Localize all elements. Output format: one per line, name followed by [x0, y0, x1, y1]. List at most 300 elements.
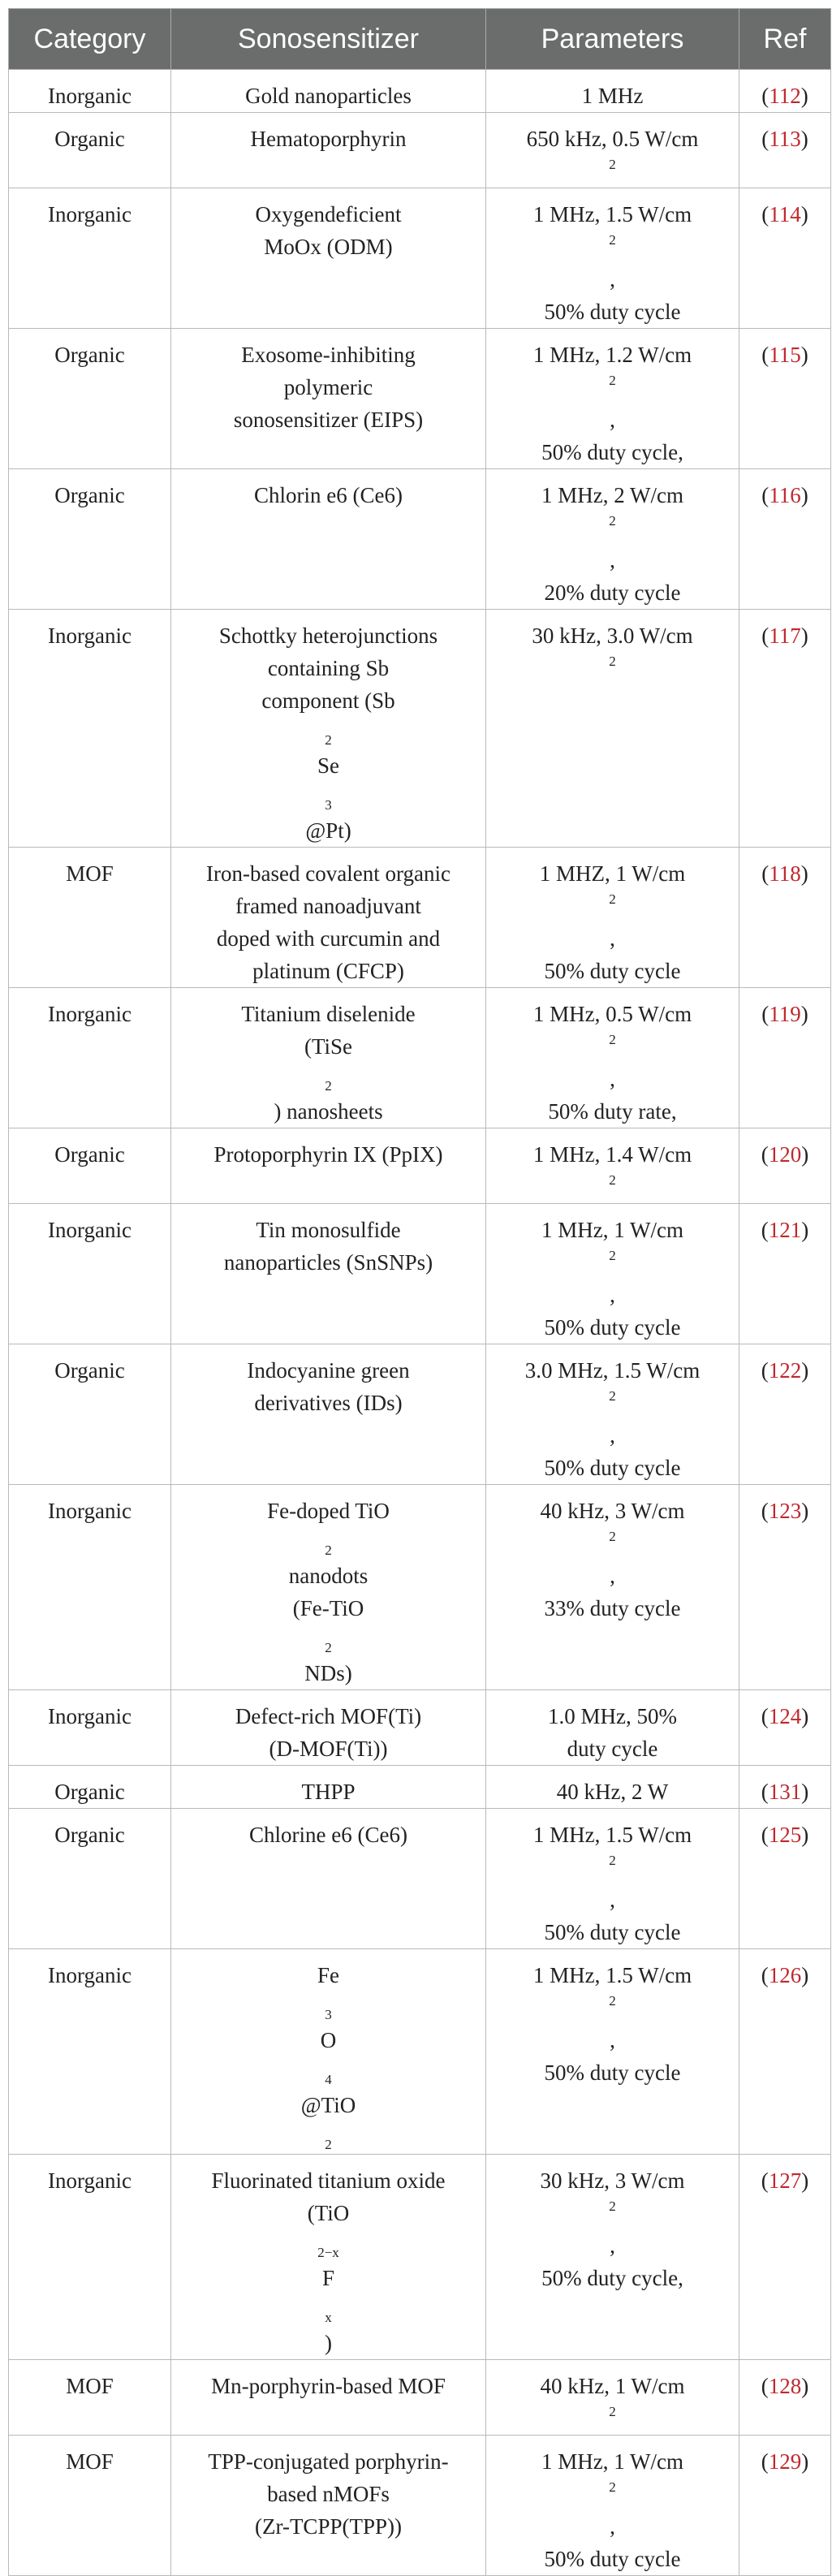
text-run: 30 kHz, 3 W/cm	[540, 2168, 685, 2193]
ref-link[interactable]: 116	[769, 483, 801, 507]
text-line	[491, 955, 734, 987]
text-line	[491, 1214, 734, 1311]
text-line	[176, 1387, 481, 1419]
header-ref: Ref	[739, 9, 831, 70]
parameters-text	[491, 1495, 734, 1625]
category-cell: MOF	[9, 848, 171, 988]
category-cell: Organic	[9, 1809, 171, 1949]
superscript: 2	[609, 654, 616, 669]
superscript: 2	[609, 1853, 616, 1868]
text-line	[176, 1700, 481, 1732]
ref-open-paren: (	[761, 483, 769, 507]
text-line	[176, 1959, 481, 2154]
ref-close-paren: )	[800, 1002, 808, 1026]
parameters-text	[491, 619, 734, 684]
text-line	[176, 2370, 481, 2402]
ref-cell	[739, 2155, 831, 2360]
header-category: Category	[9, 9, 171, 70]
ref-link[interactable]: 118	[769, 861, 801, 886]
sonosensitizer-cell	[171, 1128, 486, 1204]
subscript: 2	[325, 732, 332, 748]
ref-cell	[739, 469, 831, 610]
text-run: Chlorin e6 (Ce6)	[254, 483, 403, 507]
sonosensitizer-cell	[171, 1690, 486, 1766]
text-run: ,	[610, 1067, 615, 1091]
text-run: 50% duty cycle	[544, 1315, 681, 1340]
text-run: duty cycle	[567, 1737, 658, 1761]
parameters-cell	[486, 1128, 739, 1204]
ref-close-paren: )	[800, 127, 808, 151]
text-run: Hematoporphyrin	[250, 127, 407, 151]
superscript: 2	[609, 2479, 616, 2495]
sonosensitizer-text	[176, 619, 481, 847]
superscript: 2	[609, 1248, 616, 1263]
text-run: ) nanosheets	[274, 1099, 383, 1124]
sonosensitizer-cell	[171, 1485, 486, 1690]
ref-link[interactable]: 124	[768, 1704, 802, 1728]
sonosensitizer-text	[176, 1495, 481, 1689]
subscript: x	[325, 2310, 332, 2325]
sonosensitizer-cell	[171, 188, 486, 329]
category-cell: Organic	[9, 113, 171, 188]
text-run: TPP-conjugated porphyrin-	[208, 2449, 449, 2474]
ref-close-paren: )	[800, 483, 808, 507]
text-run: 50% duty cycle	[544, 1920, 681, 1944]
text-run: MoOx (ODM)	[264, 235, 393, 259]
table-row	[9, 2436, 831, 2576]
table-row	[9, 848, 831, 988]
ref-link[interactable]: 122	[768, 1358, 802, 1383]
ref-link[interactable]: 114	[769, 202, 801, 227]
text-run: Fe-doped TiO	[267, 1499, 390, 1523]
ref-open-paren: (	[761, 1142, 769, 1167]
category-cell: Inorganic	[9, 1485, 171, 1690]
text-run: F	[321, 2266, 335, 2290]
sonosensitizer-text	[176, 1354, 481, 1419]
ref-close-paren: )	[800, 202, 808, 227]
ref-link[interactable]: 123	[768, 1499, 802, 1523]
text-run: @TiO	[300, 2093, 356, 2117]
text-run: derivatives (IDs)	[254, 1391, 403, 1415]
text-run: O	[320, 2028, 337, 2052]
text-run: Se	[317, 753, 339, 778]
ref-cell	[739, 1766, 831, 1809]
text-run: 1 MHz, 1.5 W/cm	[532, 202, 692, 227]
text-run: 1 MHz, 1.5 W/cm	[532, 1963, 692, 1987]
superscript: 2	[609, 513, 616, 529]
parameters-cell	[486, 1949, 739, 2155]
text-run: 40 kHz, 1 W/cm	[540, 2374, 685, 2398]
sonosensitizer-text	[176, 123, 481, 155]
text-run: 3.0 MHz, 1.5 W/cm	[524, 1358, 701, 1383]
text-run: 50% duty cycle,	[541, 440, 683, 464]
sonosensitizer-cell	[171, 1949, 486, 2155]
sonosensitizer-cell	[171, 2436, 486, 2576]
parameters-text	[491, 857, 734, 987]
text-line	[176, 198, 481, 231]
text-line	[176, 1246, 481, 1279]
ref-open-paren: (	[761, 1823, 769, 1847]
category-cell: Inorganic	[9, 1949, 171, 2155]
text-line	[491, 123, 734, 188]
parameters-text	[491, 2370, 734, 2435]
table-row	[9, 113, 831, 188]
text-run: 1.0 MHz, 50%	[548, 1704, 677, 1728]
text-run: 1 MHz, 1 W/cm	[541, 1218, 683, 1242]
ref-link[interactable]: 119	[769, 1002, 801, 1026]
parameters-cell	[486, 1766, 739, 1809]
parameters-cell	[486, 2360, 739, 2436]
sonosensitizer-text	[176, 80, 481, 112]
text-run: Exosome-inhibiting	[241, 343, 416, 367]
ref-open-paren: (	[761, 624, 769, 648]
parameters-text	[491, 1819, 734, 1948]
sonosensitizer-cell	[171, 1204, 486, 1344]
text-run: 20% duty cycle	[544, 580, 681, 605]
text-run: ,	[610, 2514, 615, 2539]
text-run: 1 MHz, 1 W/cm	[541, 2449, 683, 2474]
text-line	[491, 1819, 734, 1916]
text-run: containing Sb	[267, 656, 390, 680]
sonosensitizer-text	[176, 998, 481, 1128]
superscript: 2	[609, 891, 616, 907]
ref-link[interactable]: 129	[768, 2449, 802, 2474]
ref-open-paren: (	[761, 2168, 769, 2193]
text-line	[176, 1495, 481, 1592]
sonosensitizer-table	[8, 8, 831, 2576]
text-line	[491, 479, 734, 576]
text-run: ,	[610, 1283, 615, 1307]
text-run: (D-MOF(Ti))	[269, 1737, 388, 1761]
text-run: 50% duty cycle	[544, 959, 681, 983]
parameters-cell	[486, 2155, 739, 2360]
text-line	[491, 2164, 734, 2262]
text-run: (TiSe	[304, 1034, 353, 1059]
text-run: Tin monosulfide	[256, 1218, 401, 1242]
text-run: 50% duty cycle	[544, 300, 681, 324]
text-line	[176, 2478, 481, 2510]
text-run: 1 MHz, 1.5 W/cm	[532, 1823, 692, 1847]
category-cell: MOF	[9, 2436, 171, 2576]
text-line	[491, 339, 734, 436]
text-line	[176, 1138, 481, 1171]
ref-link[interactable]: 112	[769, 84, 801, 108]
ref-close-paren: )	[801, 1358, 809, 1383]
text-line	[176, 1819, 481, 1851]
parameters-text	[491, 1214, 734, 1344]
text-run: ,	[610, 267, 615, 291]
ref-open-paren: (	[761, 1780, 769, 1804]
sonosensitizer-cell	[171, 848, 486, 988]
ref-close-paren: )	[800, 861, 808, 886]
category-cell: Organic	[9, 329, 171, 469]
text-line	[491, 1959, 734, 2056]
superscript: 2	[609, 2404, 616, 2419]
sonosensitizer-cell	[171, 469, 486, 610]
text-run: Gold nanoparticles	[245, 84, 412, 108]
subscript: 2	[325, 1543, 332, 1558]
subscript: 2	[325, 2137, 332, 2152]
text-line	[491, 1776, 734, 1808]
text-run: ,	[610, 408, 615, 432]
text-run: Titanium diselenide	[241, 1002, 416, 1026]
ref-open-paren: (	[761, 202, 769, 227]
table-row	[9, 1344, 831, 1485]
text-line	[176, 2197, 481, 2359]
text-line	[491, 1732, 734, 1765]
parameters-cell	[486, 988, 739, 1128]
sonosensitizer-text	[176, 2370, 481, 2402]
text-run: (TiO	[307, 2201, 350, 2225]
text-line	[176, 1732, 481, 1765]
sonosensitizer-text	[176, 339, 481, 436]
text-run: ,	[610, 926, 615, 951]
text-run: 1 MHz, 2 W/cm	[541, 483, 683, 507]
text-line	[491, 998, 734, 1095]
text-line	[491, 1916, 734, 1948]
text-run: Oxygendeficient	[255, 202, 402, 227]
ref-link[interactable]: 131	[768, 1780, 802, 1804]
sonosensitizer-cell	[171, 1809, 486, 1949]
ref-open-paren: (	[761, 861, 769, 886]
text-line	[176, 998, 481, 1030]
text-line	[176, 2164, 481, 2197]
text-run: 40 kHz, 2 W	[556, 1780, 669, 1804]
text-run: nanoparticles (SnSNPs)	[223, 1250, 433, 1275]
text-run: ,	[610, 2028, 615, 2052]
ref-open-paren: (	[761, 2374, 769, 2398]
superscript: 2	[609, 1529, 616, 1544]
ref-open-paren: (	[761, 84, 769, 108]
ref-cell	[739, 1485, 831, 1690]
ref-link[interactable]: 127	[768, 2168, 802, 2193]
text-run: polymeric	[283, 375, 373, 399]
sonosensitizer-cell	[171, 1344, 486, 1485]
category-cell: Inorganic	[9, 1690, 171, 1766]
parameters-text	[491, 479, 734, 609]
text-line	[176, 1354, 481, 1387]
superscript: 2	[609, 1993, 616, 2009]
superscript: 2	[609, 1388, 616, 1404]
sonosensitizer-cell	[171, 113, 486, 188]
superscript: 2	[609, 1032, 616, 1047]
parameters-text	[491, 2445, 734, 2575]
ref-link[interactable]: 125	[768, 1823, 802, 1847]
text-line	[176, 1776, 481, 1808]
parameters-cell	[486, 848, 739, 988]
category-cell: Inorganic	[9, 2155, 171, 2360]
sonosensitizer-text	[176, 2164, 481, 2359]
text-run: ,	[610, 1423, 615, 1448]
text-run: 30 kHz, 3.0 W/cm	[532, 624, 693, 648]
text-run: Protoporphyrin IX (PpIX)	[213, 1142, 443, 1167]
ref-link[interactable]: 128	[768, 2374, 802, 2398]
ref-close-paren: )	[800, 343, 808, 367]
table-row	[9, 1949, 831, 2155]
text-run: 1 MHz, 1.4 W/cm	[532, 1142, 692, 1167]
text-run: 50% duty cycle	[544, 1456, 681, 1480]
text-run: Iron-based covalent organic	[206, 861, 450, 886]
category-cell: Organic	[9, 1128, 171, 1204]
parameters-cell	[486, 610, 739, 848]
subscript: 2	[325, 1078, 332, 1094]
sonosensitizer-cell	[171, 610, 486, 848]
text-line	[491, 1354, 734, 1452]
ref-open-paren: (	[761, 1499, 769, 1523]
text-run: component (Sb	[261, 688, 395, 713]
subscript: 3	[325, 2007, 332, 2022]
sonosensitizer-cell	[171, 70, 486, 113]
parameters-cell	[486, 1690, 739, 1766]
sonosensitizer-text	[176, 1959, 481, 2154]
text-line	[176, 857, 481, 890]
table-row	[9, 1128, 831, 1204]
table-row	[9, 188, 831, 329]
superscript: 2	[609, 1172, 616, 1188]
sonosensitizer-cell	[171, 329, 486, 469]
superscript: 2	[609, 373, 616, 388]
text-run: Mn-porphyrin-based MOF	[211, 2374, 446, 2398]
parameters-text	[491, 198, 734, 328]
text-run: 1 MHz, 1.2 W/cm	[532, 343, 692, 367]
sonosensitizer-text	[176, 1700, 481, 1765]
text-run: NDs)	[304, 1661, 352, 1685]
ref-link[interactable]: 126	[768, 1963, 802, 1987]
ref-link[interactable]: 113	[769, 127, 801, 151]
sonosensitizer-text	[176, 857, 481, 987]
sonosensitizer-text	[176, 198, 481, 263]
text-line	[491, 2370, 734, 2435]
ref-close-paren: )	[801, 1218, 809, 1242]
text-line	[176, 2510, 481, 2543]
ref-link[interactable]: 120	[768, 1142, 802, 1167]
parameters-cell	[486, 1485, 739, 1690]
parameters-text	[491, 1138, 734, 1203]
text-run: framed nanoadjuvant	[235, 894, 421, 918]
ref-open-paren: (	[761, 1963, 769, 1987]
text-line	[176, 123, 481, 155]
text-line	[176, 652, 481, 684]
sonosensitizer-text	[176, 1138, 481, 1171]
text-run: 1 MHz	[581, 84, 644, 108]
parameters-cell	[486, 70, 739, 113]
ref-cell	[739, 610, 831, 848]
ref-open-paren: (	[761, 2449, 769, 2474]
table-body	[9, 70, 831, 2576]
text-run: 50% duty cycle	[544, 2547, 681, 2571]
text-line	[176, 955, 481, 987]
text-line	[491, 2262, 734, 2294]
ref-cell	[739, 1204, 831, 1344]
text-line	[491, 2445, 734, 2543]
text-line	[176, 339, 481, 371]
table-row	[9, 1204, 831, 1344]
text-line	[491, 436, 734, 468]
ref-cell	[739, 188, 831, 329]
ref-open-paren: (	[761, 1358, 769, 1383]
ref-cell	[739, 1949, 831, 2155]
ref-cell	[739, 848, 831, 988]
text-run: Fe	[317, 1963, 339, 1987]
sonosensitizer-cell	[171, 2360, 486, 2436]
subscript: 3	[325, 797, 332, 813]
ref-link[interactable]: 117	[769, 624, 801, 648]
sonosensitizer-text	[176, 1819, 481, 1851]
table-row	[9, 1690, 831, 1766]
table-row	[9, 610, 831, 848]
text-run: 650 kHz, 0.5 W/cm	[526, 127, 699, 151]
ref-link[interactable]: 121	[768, 1218, 802, 1242]
text-line	[176, 1030, 481, 1128]
parameters-text	[491, 1354, 734, 1484]
parameters-cell	[486, 469, 739, 610]
ref-close-paren: )	[801, 1823, 809, 1847]
text-run: 40 kHz, 3 W/cm	[540, 1499, 685, 1523]
superscript: 2	[609, 157, 616, 172]
text-line	[491, 2056, 734, 2089]
text-run: Defect-rich MOF(Ti)	[235, 1704, 422, 1728]
category-cell: Organic	[9, 1766, 171, 1809]
text-line	[491, 2543, 734, 2575]
header-parameters: Parameters	[486, 9, 739, 70]
text-line	[176, 2445, 481, 2478]
text-line	[176, 890, 481, 922]
text-line	[176, 1214, 481, 1246]
category-cell: MOF	[9, 2360, 171, 2436]
table-row	[9, 469, 831, 610]
ref-link[interactable]: 115	[769, 343, 801, 367]
table-row	[9, 1485, 831, 1690]
ref-close-paren: )	[800, 624, 808, 648]
ref-open-paren: (	[761, 343, 769, 367]
ref-open-paren: (	[761, 1002, 769, 1026]
parameters-cell	[486, 1809, 739, 1949]
category-cell: Inorganic	[9, 70, 171, 113]
text-line	[491, 1495, 734, 1592]
text-line	[176, 231, 481, 263]
ref-cell	[739, 1809, 831, 1949]
category-cell: Inorganic	[9, 610, 171, 848]
text-line	[176, 479, 481, 511]
ref-cell	[739, 2436, 831, 2576]
ref-close-paren: )	[801, 2449, 809, 2474]
ref-cell	[739, 113, 831, 188]
text-line	[491, 1138, 734, 1203]
category-cell: Inorganic	[9, 188, 171, 329]
parameters-text	[491, 998, 734, 1128]
parameters-text	[491, 80, 734, 112]
text-line	[176, 80, 481, 112]
ref-close-paren: )	[801, 1963, 809, 1987]
sonosensitizer-text	[176, 479, 481, 511]
text-line	[176, 619, 481, 652]
parameters-text	[491, 2164, 734, 2294]
text-run: ,	[610, 1564, 615, 1588]
text-run: 1 MHZ, 1 W/cm	[539, 861, 686, 886]
text-run: (Zr-TCPP(TPP))	[255, 2514, 402, 2539]
text-run: 50% duty cycle	[544, 2060, 681, 2085]
text-line	[491, 198, 734, 296]
subscript: 4	[325, 2072, 332, 2087]
ref-close-paren: )	[801, 1499, 809, 1523]
subscript: 2	[325, 1640, 332, 1655]
ref-open-paren: (	[761, 1704, 769, 1728]
parameters-cell	[486, 329, 739, 469]
ref-cell	[739, 988, 831, 1128]
table-row	[9, 2155, 831, 2360]
text-run: platinum (CFCP)	[252, 959, 404, 983]
ref-open-paren: (	[761, 1218, 769, 1242]
